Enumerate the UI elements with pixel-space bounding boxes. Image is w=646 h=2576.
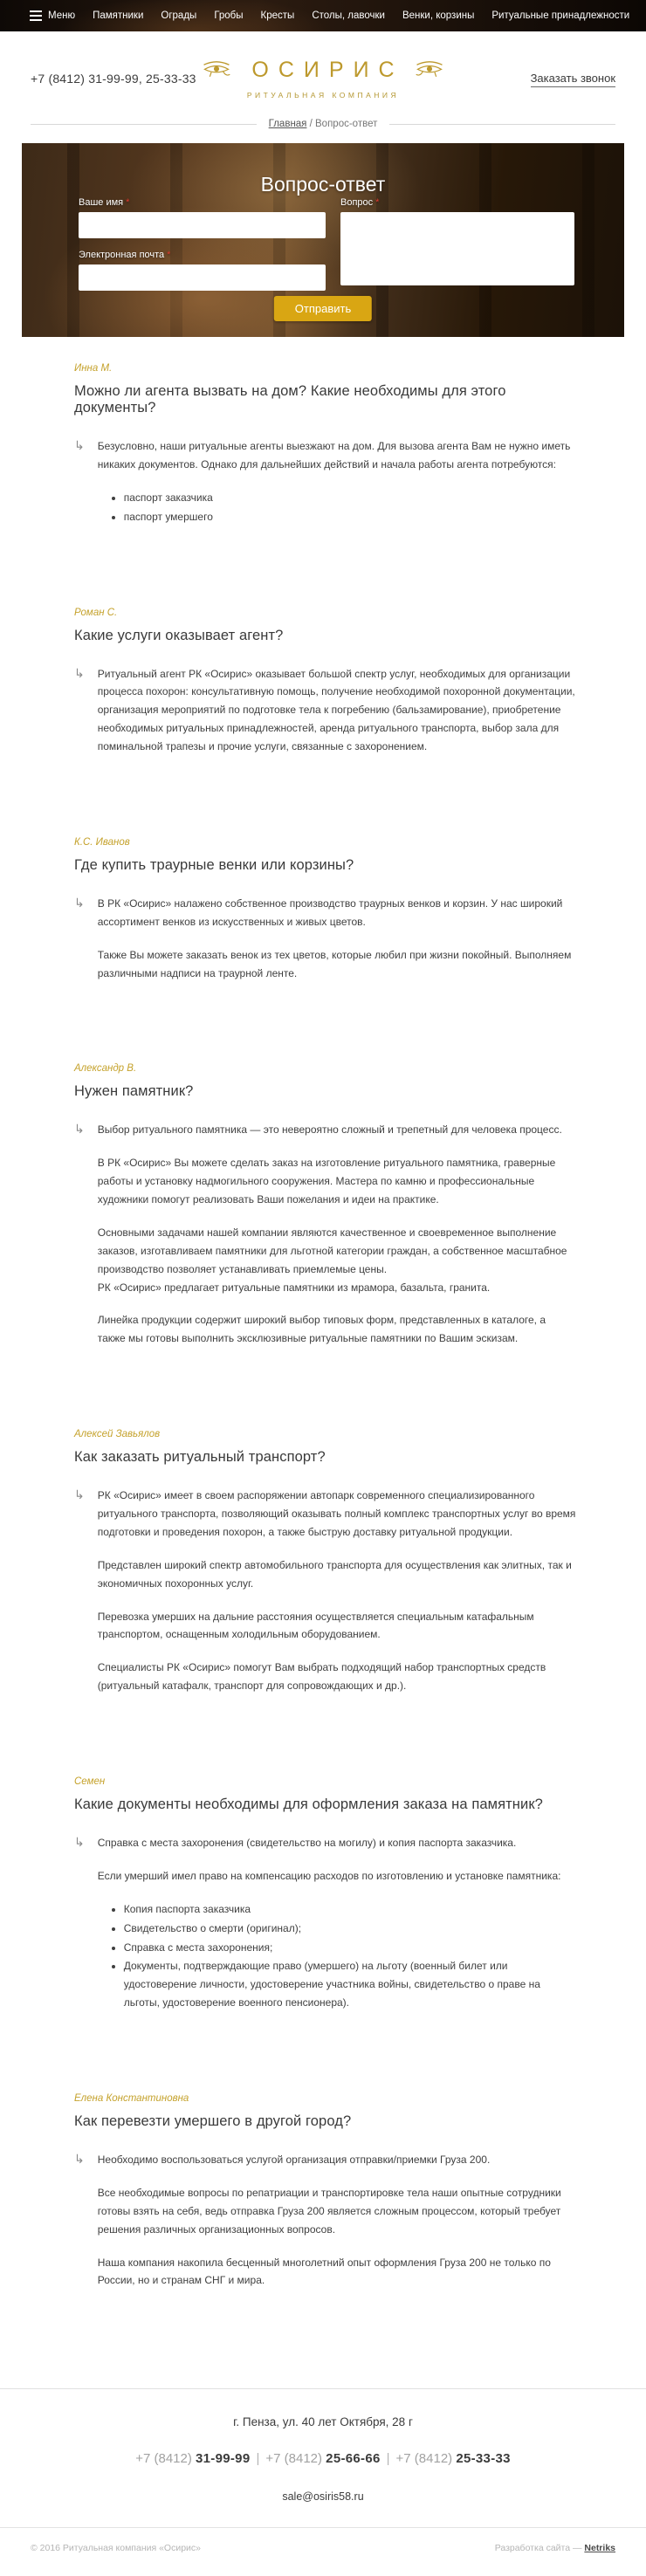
developer-link[interactable]: Netriks bbox=[584, 2543, 615, 2554]
qa-answer-body bbox=[98, 1487, 576, 1710]
qa-paragraph: В РК «Осирис» Вы можете сделать заказ на изготовление ритуального памятника, граверные работы и установку надмогильного сооружения. Мастера по камню и профессиональные художники помогут реализовать Ваши пожелания и идеи на практике. bbox=[97, 1157, 556, 1206]
qa-block bbox=[74, 837, 576, 998]
nav-item[interactable]: Гробы bbox=[214, 10, 244, 21]
email-input[interactable] bbox=[79, 264, 326, 291]
submit-button[interactable]: Отправить bbox=[274, 296, 372, 321]
reply-arrow-icon: ↳ bbox=[74, 1122, 85, 1137]
qa-question: Как перевезти умершего в другой город? bbox=[74, 2113, 352, 2129]
nav-item[interactable]: Столы, лавочки bbox=[312, 10, 385, 21]
qa-paragraph: Перевозка умерших на дальние расстояния осуществляется специальным катафальным транспортом, оснащенным холодильным оборудованием. bbox=[97, 1610, 534, 1641]
qa-paragraph: Выбор ритуального памятника — это невероятно сложный и трепетный для человека процесс. bbox=[97, 1123, 562, 1137]
qa-answer bbox=[74, 1121, 576, 1363]
qa-paragraph-line: Основными задачами нашей компании являются качественное и своевременное выполнение заказов, изготавливаем памятники для льготной категории граждан, а собственное масштабное производство позволяет устанавливать приемлемые цены. bbox=[97, 1226, 567, 1275]
question-textarea[interactable] bbox=[340, 212, 574, 285]
qa-paragraph: Ритуальный агент РК «Осирис» оказывает большой спектр услуг, необходимых для организации процесса похорон: консультативную помощь, получение необходимой похоронной документации, организация мероприятий по подготовке тела к погребению (бальзамирование), приобретение необходимых ритуальных принадлежностей, аренда ритуального транспорта, выбор зала для поминальной трапезы и прочие услуги, связанные с захоронением. bbox=[97, 667, 575, 752]
copyright: © 2016 Ритуальная компания «Осирис» bbox=[31, 2543, 202, 2554]
qa-list bbox=[0, 337, 646, 2380]
question-label: Вопрос * bbox=[340, 197, 380, 208]
qa-block bbox=[74, 1429, 576, 1710]
phone-separator: | bbox=[256, 2451, 260, 2467]
required-asterisk: * bbox=[375, 197, 380, 208]
footer-phone bbox=[135, 2451, 250, 2466]
qa-block bbox=[74, 1776, 576, 2027]
bottom-bar bbox=[0, 2527, 646, 2576]
qa-author: Роман С. bbox=[74, 607, 118, 618]
footer-email-link[interactable]: sale@osiris58.ru bbox=[282, 2490, 364, 2504]
credits: Разработка сайта — Netriks bbox=[494, 2543, 615, 2554]
header-phone: +7 (8412) 31-99-99, 25-33-33 bbox=[31, 72, 196, 86]
qa-paragraph-line: РК «Осирис» предлагает ритуальные памятники из мрамора, базальта, гранита. bbox=[97, 1281, 491, 1294]
qa-paragraph: Необходимо воспользоваться услугой организация отправки/приемки Груза 200. bbox=[97, 2154, 491, 2166]
required-asterisk: * bbox=[167, 250, 171, 260]
qa-question: Можно ли агента вызвать на дом? Какие необходимы для этого документы? bbox=[74, 383, 506, 416]
qa-answer-body bbox=[98, 437, 576, 541]
reply-arrow-icon: ↳ bbox=[74, 895, 85, 910]
breadcrumb-current: Вопрос-ответ bbox=[315, 119, 378, 129]
qa-author: Семен bbox=[74, 1776, 106, 1787]
nav-item[interactable]: Ограды bbox=[161, 10, 197, 21]
qa-author: Александр В. bbox=[74, 1063, 137, 1075]
qa-author: Инна М. bbox=[74, 363, 113, 374]
qa-answer bbox=[74, 1834, 576, 2027]
qa-bullet-item: • Справка с места захоронения; bbox=[124, 1939, 576, 1957]
breadcrumb-line-left bbox=[31, 124, 257, 125]
qa-question: Какие услуги оказывает агент? bbox=[74, 627, 284, 643]
qa-paragraph: В РК «Осирис» налажено собственное производство траурных венков и корзин. У нас широкий ассортимент венков из искусственных и живых цветов. bbox=[97, 896, 563, 928]
qa-question: Как заказать ритуальный транспорт? bbox=[74, 1449, 326, 1466]
qa-answer-body bbox=[98, 665, 576, 771]
phone-prefix: +7 (8412) bbox=[395, 2451, 457, 2467]
qa-paragraph: Также Вы можете заказать венок из тех цветов, которые любил при жизни покойный. Выполняем различными надписи на траурной ленте. bbox=[97, 948, 572, 979]
nav-item[interactable]: Венки, корзины bbox=[402, 10, 475, 21]
page-title: Вопрос-ответ bbox=[260, 173, 386, 196]
footer-phones bbox=[0, 2451, 646, 2466]
qa-bullet-item: • Копия паспорта заказчика bbox=[124, 1900, 576, 1919]
header bbox=[0, 31, 646, 112]
qa-question: Где купить траурные венки или корзины? bbox=[74, 856, 354, 873]
qa-bullet-item: • Свидетельство о смерти (оригинал); bbox=[124, 1920, 576, 1938]
breadcrumb-separator: / bbox=[306, 119, 316, 129]
phone-number: 25-33-33 bbox=[456, 2451, 511, 2467]
reply-arrow-icon: ↳ bbox=[74, 1835, 85, 1849]
footer-phone bbox=[265, 2451, 380, 2466]
qa-paragraph: Наша компания накопила бесценный многолетний опыт оформления Груза 200 не только по России, но и странам СНГ и мира. bbox=[97, 2256, 551, 2287]
breadcrumb-line-right bbox=[389, 124, 615, 125]
phone-number: 25-66-66 bbox=[326, 2451, 381, 2467]
required-asterisk: * bbox=[126, 197, 130, 208]
qa-author: Алексей Завьялов bbox=[74, 1429, 161, 1440]
footer-phone bbox=[396, 2451, 511, 2466]
qa-answer-body bbox=[98, 895, 576, 998]
qa-bullet-list bbox=[98, 489, 576, 526]
footer-address: г. Пенза, ул. 40 лет Октября, 28 г bbox=[233, 2415, 413, 2429]
qa-block bbox=[74, 2093, 576, 2305]
qa-answer bbox=[74, 437, 576, 541]
qa-paragraph: Справка с места захоронения (свидетельство на могилу) и копия паспорта заказчика. bbox=[97, 1837, 517, 1849]
qa-bullet-list bbox=[98, 1900, 576, 2012]
qa-bullet-item: • Документы, подтверждающие право (умершего) на льготу (военный билет или удостоверение личности, удостоверение участника войны, свидетельство о праве на льготы, удостоверение военного пенсионера). bbox=[124, 1957, 576, 2012]
qa-paragraph: Представлен широкий спектр автомобильного транспорта для осуществления как элитных, так и экономичных похоронных услуг. bbox=[97, 1558, 572, 1590]
nav-items bbox=[93, 10, 629, 21]
question-form bbox=[22, 197, 624, 337]
nav-item[interactable]: Ритуальные принадлежности bbox=[491, 10, 630, 21]
hamburger-icon bbox=[30, 10, 42, 21]
qa-paragraph: Специалисты РК «Осирис» помогут Вам выбрать подходящий набор транспортных средств (ритуальный катафалк, транспорт для сопровождающих и др.). bbox=[97, 1661, 546, 1693]
logo-tagline: РИТУАЛЬНАЯ КОМПАНИЯ bbox=[246, 91, 400, 100]
qa-paragraph: Если умерший имел право на компенсацию расходов по изготовлению и установке памятника: bbox=[97, 1869, 561, 1882]
qa-question: Какие документы необходимы для оформления заказа на памятник? bbox=[74, 1796, 543, 1812]
menu-label: Меню bbox=[48, 10, 76, 21]
callback-wrap bbox=[444, 71, 615, 86]
qa-paragraph-group bbox=[98, 1224, 576, 1297]
reply-arrow-icon: ↳ bbox=[74, 438, 85, 452]
eye-of-horus-icon-mirrored bbox=[415, 59, 444, 82]
qa-answer-body bbox=[98, 1834, 576, 2027]
reply-arrow-icon: ↳ bbox=[74, 665, 85, 680]
qa-question: Нужен памятник? bbox=[74, 1083, 194, 1100]
qa-answer bbox=[74, 2151, 576, 2305]
eye-of-horus-icon bbox=[202, 59, 231, 82]
phone-separator: | bbox=[386, 2451, 390, 2467]
logo bbox=[202, 58, 443, 100]
qa-block bbox=[74, 1063, 576, 1363]
hero-banner bbox=[22, 143, 624, 337]
qa-answer bbox=[74, 665, 576, 771]
qa-paragraph: РК «Осирис» имеет в своем распоряжении автопарк современного специализированного ритуального транспорта, позволяющий оказывать полный комплекс транспортных услуг во время подготовки и проведения похорон, а также быструю доставку ритуальной продукции. bbox=[97, 1489, 576, 1538]
qa-paragraph: Все необходимые вопросы по репатриации и транспортировке тела наши опытные сотрудники готовы взять на себя, ведь отправка Груза 200 является сложным процессом, который требует решения различных организационных вопросов. bbox=[97, 2186, 561, 2236]
qa-paragraph: Безусловно, наши ритуальные агенты выезжают на дом. Для вызова агента Вам не нужно иметь никаких документов. Однако для дальнейших действий и начала работы агента потребуются: bbox=[97, 440, 571, 471]
qa-block bbox=[74, 363, 576, 541]
name-label: Ваше имя * bbox=[79, 197, 130, 208]
phone-prefix: +7 (8412) bbox=[265, 2451, 326, 2467]
qa-answer-body bbox=[98, 1121, 576, 1363]
phone-prefix: +7 (8412) bbox=[135, 2451, 196, 2467]
breadcrumb-row bbox=[0, 112, 646, 143]
phone-number: 31-99-99 bbox=[196, 2451, 251, 2467]
qa-block bbox=[74, 608, 576, 771]
breadcrumb bbox=[269, 119, 378, 129]
logo-text: ОСИРИС bbox=[251, 58, 404, 82]
qa-answer bbox=[74, 895, 576, 998]
qa-paragraph: Линейка продукции содержит широкий выбор типовых форм, представленных в каталоге, а также мы готовы выполнить эксклюзивные ритуальные памятники по Вашим эскизам. bbox=[97, 1314, 546, 1345]
reply-arrow-icon: ↳ bbox=[74, 1487, 85, 1502]
email-label: Электронная почта * bbox=[79, 250, 171, 260]
name-input[interactable] bbox=[79, 212, 326, 238]
reply-arrow-icon: ↳ bbox=[74, 2152, 85, 2166]
nav-item[interactable]: Памятники bbox=[93, 10, 144, 21]
callback-link[interactable]: Заказать звонок bbox=[531, 72, 615, 87]
menu-toggle[interactable] bbox=[30, 10, 75, 21]
breadcrumb-home-link[interactable]: Главная bbox=[268, 119, 307, 129]
qa-bullet-item: • паспорт умершего bbox=[124, 508, 576, 526]
qa-author: К.С. Иванов bbox=[74, 836, 130, 848]
top-navigation bbox=[0, 0, 646, 31]
qa-author: Елена Константиновна bbox=[74, 2093, 189, 2104]
footer bbox=[0, 2388, 646, 2527]
qa-answer-body bbox=[98, 2151, 576, 2305]
qa-bullet-item: • паспорт заказчика bbox=[124, 489, 576, 507]
qa-answer bbox=[74, 1487, 576, 1710]
nav-item[interactable]: Кресты bbox=[260, 10, 295, 21]
